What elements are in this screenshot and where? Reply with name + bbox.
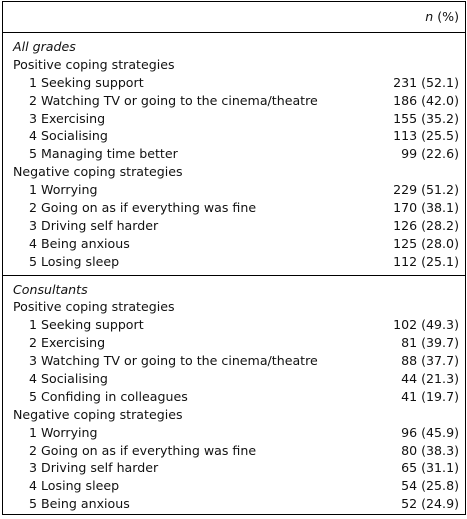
strategy-value: 99 (22.6) <box>401 146 459 162</box>
group-heading: Positive coping strategies <box>13 299 175 315</box>
coping-strategies-table <box>2 1 466 515</box>
table-row <box>3 442 465 460</box>
strategy-label: 2 Going on as if everything was fine <box>29 442 257 458</box>
table-row <box>3 424 465 442</box>
group-heading-row <box>3 298 465 316</box>
table-row <box>3 127 465 145</box>
strategy-value: 81 (39.7) <box>401 335 459 351</box>
strategy-label: 5 Being anxious <box>29 496 130 512</box>
table-row <box>3 388 465 406</box>
section-title: All grades <box>13 39 76 54</box>
group-heading: Negative coping strategies <box>13 164 183 180</box>
table-row <box>3 145 465 163</box>
table-row <box>3 495 465 513</box>
strategy-value: 229 (51.2) <box>393 182 459 198</box>
table-row <box>3 370 465 388</box>
strategy-value: 112 (25.1) <box>393 253 459 269</box>
table-row <box>3 334 465 352</box>
strategy-label: 1 Seeking support <box>29 317 144 333</box>
strategy-label: 2 Exercising <box>29 335 106 351</box>
column-header-n: n <box>425 9 434 24</box>
strategy-label: 3 Driving self harder <box>29 217 159 233</box>
section-title-row <box>3 281 465 299</box>
table-row <box>3 352 465 370</box>
table-row <box>3 92 465 110</box>
table-body <box>3 33 465 513</box>
group-heading: Positive coping strategies <box>13 56 175 72</box>
strategy-value: 113 (25.5) <box>393 128 459 144</box>
table-section <box>3 275 465 514</box>
strategy-label: 1 Seeking support <box>29 74 144 90</box>
strategy-label: 3 Driving self harder <box>29 460 159 476</box>
strategy-label: 1 Worrying <box>29 182 98 198</box>
group-heading-row <box>3 56 465 74</box>
strategy-value: 52 (24.9) <box>401 496 459 512</box>
strategy-label: 3 Watching TV or going to the cinema/theatre <box>29 353 318 369</box>
strategy-label: 5 Losing sleep <box>29 253 120 269</box>
table-row <box>3 74 465 92</box>
table-row <box>3 477 465 495</box>
table-row <box>3 235 465 253</box>
strategy-value: 65 (31.1) <box>401 460 459 476</box>
group-heading-row <box>3 406 465 424</box>
table-section <box>3 33 465 271</box>
strategy-label: 4 Socialising <box>29 371 108 387</box>
table-row <box>3 199 465 217</box>
table-row <box>3 217 465 235</box>
strategy-value: 155 (35.2) <box>393 110 459 126</box>
table-row <box>3 459 465 477</box>
strategy-label: 4 Losing sleep <box>29 478 120 494</box>
strategy-label: 4 Being anxious <box>29 235 130 251</box>
strategy-value: 88 (37.7) <box>401 353 459 369</box>
strategy-label: 2 Watching TV or going to the cinema/theatre <box>29 92 318 108</box>
column-header-n-percent <box>425 9 459 24</box>
section-title: Consultants <box>13 281 88 297</box>
table-row <box>3 253 465 271</box>
strategy-label: 4 Socialising <box>29 128 108 144</box>
strategy-value: 231 (52.1) <box>393 74 459 90</box>
strategy-label: 3 Exercising <box>29 110 106 126</box>
group-heading-row <box>3 163 465 181</box>
strategy-value: 44 (21.3) <box>401 371 459 387</box>
column-header-percent: (%) <box>437 9 459 24</box>
strategy-value: 126 (28.2) <box>393 217 459 233</box>
strategy-value: 54 (25.8) <box>401 478 459 494</box>
table-row <box>3 181 465 199</box>
strategy-label: 5 Confiding in colleagues <box>29 388 188 404</box>
strategy-value: 80 (38.3) <box>401 442 459 458</box>
strategy-label: 2 Going on as if everything was fine <box>29 200 257 216</box>
strategy-value: 41 (19.7) <box>401 388 459 404</box>
strategy-value: 96 (45.9) <box>401 424 459 440</box>
strategy-value: 186 (42.0) <box>393 92 459 108</box>
table-header <box>3 2 465 33</box>
group-heading: Negative coping strategies <box>13 406 183 422</box>
strategy-value: 102 (49.3) <box>393 317 459 333</box>
table-row <box>3 316 465 334</box>
strategy-value: 125 (28.0) <box>393 235 459 251</box>
section-title-row <box>3 38 465 56</box>
strategy-label: 1 Worrying <box>29 424 98 440</box>
strategy-label: 5 Managing time better <box>29 146 178 162</box>
table-row <box>3 110 465 128</box>
strategy-value: 170 (38.1) <box>393 200 459 216</box>
